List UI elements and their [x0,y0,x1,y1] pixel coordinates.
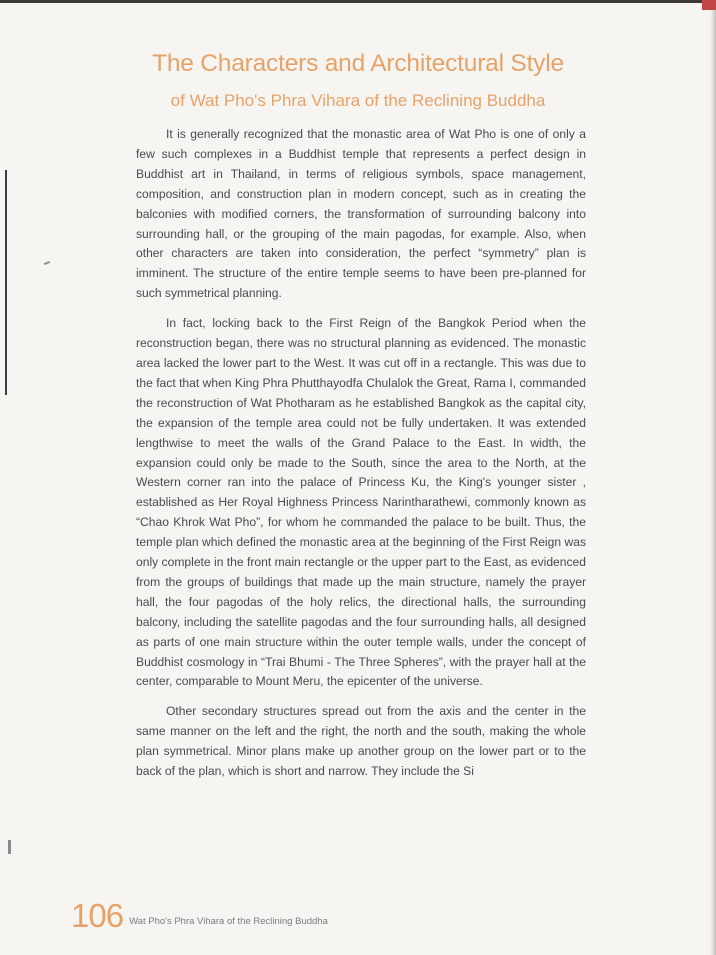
page-footer [71,896,328,932]
page-top-edge [0,0,716,3]
body-text [136,125,586,792]
binding-mark [8,840,11,854]
running-title: Wat Pho's Phra Vihara of the Reclining Buddha [129,916,328,927]
paragraph-2: In fact, locking back to the First Reign of the Bangkok Period when the reconstruction began, there was no structural planning as evidenced. The monastic area lacked the lower part to the West. It was cut off in a rectangle. This was due to the fact that when King Phra Phutthayodfa Chulalok the Great, Rama I, commanded the reconstruction of Wat Photharam as he established Bangkok as the capital city, the expansion of the temple area could not be fully undertaken. It was extended lengthwise to meet the walls of the Grand Palace to the East. In width, the expansion could only be made to the South, since the area to the North, at the Western corner ran into the palace of Princess Ku, the King's younger sister , established as Her Royal Highness Princess Narintharathewi, commonly known as “Chao Khrok Wat Pho”, for whom he commanded the palace to be built. Thus, the temple plan which defined the monastic area at the beginning of the First Reign was only complete in the front main rectangle or the upper part to the East, as evidenced from the groups of buildings that made up the main structure, namely the prayer hall, the four pagodas of the holy relics, the directional halls, the surrounding balcony, including the satellite pagodas and the four surrounding halls, all designed as parts of one main structure within the outer temple walls, under the concept of Buddhist cosmology in “Trai Bhumi - The Three Spheres”, with the prayer hall at the center, comparable to Mount Meru, the epicenter of the universe. [136,316,586,689]
paragraph-3: Other secondary structures spread out from the axis and the center in the same manner on the left and the right, the north and the south, making the whole plan symmetrical. Minor plans make up another group on the lower part or to the back of the plan, which is short and narrow. They include the Si [136,704,586,779]
paragraph-1: It is generally recognized that the monastic area of Wat Pho is one of only a few such complexes in a Buddhist temple that represents a perfect design in Buddhist art in Thailand, in terms of religious symbols, space management, composition, and construction plan in modern concept, such as in creating the balconies with modified corners, the transformation of surrounding balcony into surrounding hall, or the grouping of the main pagodas, for example. Also, when other characters are taken into consideration, the perfect “symmetry” plan is imminent. The structure of the entire temple seems to have been pre-planned for such symmetrical planning. [136,127,586,301]
edge-color-mark [702,0,716,10]
paper-speck [44,261,50,265]
page-right-edge [710,0,716,955]
page-subtitle: of Wat Pho's Phra Vihara of the Reclining Buddha [170,91,546,110]
page-title: The Characters and Architectural Style [152,50,564,77]
page-number: 106 [71,897,124,934]
binding-shadow-line [5,170,7,395]
